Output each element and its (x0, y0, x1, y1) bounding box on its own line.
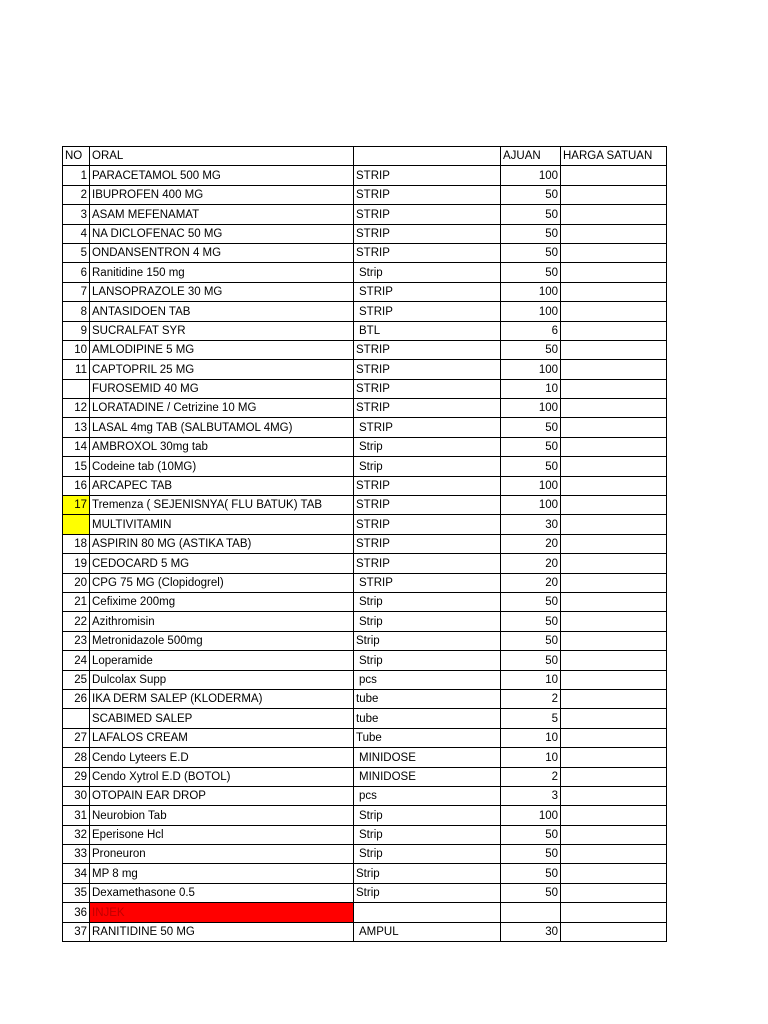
quantity-cell[interactable]: 20 (501, 554, 561, 573)
row-number-cell[interactable]: 24 (63, 651, 90, 670)
unit-cell[interactable]: STRIP (354, 224, 501, 243)
item-name-cell[interactable]: ANTASIDOEN TAB (90, 302, 354, 321)
quantity-cell[interactable]: 10 (501, 379, 561, 398)
table-row (63, 476, 667, 495)
item-name-cell[interactable]: Neurobion Tab (90, 806, 354, 825)
quantity-cell[interactable]: 30 (501, 515, 561, 534)
unit-cell[interactable]: Strip (354, 631, 501, 650)
unit-cell[interactable]: pcs (354, 786, 501, 805)
unit-cell[interactable]: STRIP (354, 476, 501, 495)
row-number-cell[interactable]: 7 (63, 282, 90, 301)
table-row (63, 224, 667, 243)
unit-price-cell[interactable] (561, 437, 667, 456)
item-name-cell[interactable]: Dulcolax Supp (90, 670, 354, 689)
table-row (63, 554, 667, 573)
quantity-cell[interactable]: 50 (501, 825, 561, 844)
table-row (63, 689, 667, 708)
unit-cell[interactable]: BTL (354, 321, 501, 340)
unit-cell[interactable]: STRIP (354, 282, 501, 301)
item-name-cell[interactable]: Eperisone Hcl (90, 825, 354, 844)
table-row (63, 243, 667, 262)
quantity-cell[interactable]: 5 (501, 709, 561, 728)
unit-cell[interactable]: STRIP (354, 534, 501, 553)
medication-request-table (62, 146, 667, 942)
table-row (63, 185, 667, 204)
quantity-cell[interactable]: 2 (501, 767, 561, 786)
quantity-cell[interactable]: 6 (501, 321, 561, 340)
item-name-cell[interactable]: LANSOPRAZOLE 30 MG (90, 282, 354, 301)
row-number-cell[interactable]: 31 (63, 806, 90, 825)
table-row (63, 573, 667, 592)
unit-price-cell[interactable] (561, 379, 667, 398)
row-number-cell[interactable]: 16 (63, 476, 90, 495)
unit-price-cell[interactable] (561, 806, 667, 825)
quantity-cell[interactable]: 20 (501, 573, 561, 592)
quantity-cell[interactable]: 50 (501, 185, 561, 204)
table-row (63, 496, 667, 515)
unit-cell[interactable]: MINIDOSE (354, 748, 501, 767)
item-name-cell[interactable]: ARCAPEC TAB (90, 476, 354, 495)
unit-cell[interactable]: AMPUL (354, 922, 501, 941)
item-name-cell[interactable]: IKA DERM SALEP (KLODERMA) (90, 689, 354, 708)
unit-price-cell[interactable] (561, 651, 667, 670)
unit-price-cell[interactable] (561, 689, 667, 708)
quantity-cell[interactable]: 50 (501, 243, 561, 262)
unit-cell[interactable]: Strip (354, 263, 501, 282)
table-row (63, 922, 667, 941)
item-name-cell[interactable]: OTOPAIN EAR DROP (90, 786, 354, 805)
unit-price-cell[interactable] (561, 185, 667, 204)
table-row (63, 340, 667, 359)
unit-price-cell[interactable] (561, 883, 667, 902)
unit-price-cell[interactable] (561, 786, 667, 805)
unit-price-cell[interactable] (561, 767, 667, 786)
quantity-cell[interactable]: 100 (501, 302, 561, 321)
table-row (63, 864, 667, 883)
unit-cell[interactable]: MINIDOSE (354, 767, 501, 786)
item-name-cell[interactable]: IBUPROFEN 400 MG (90, 185, 354, 204)
item-name-cell[interactable]: Cendo Xytrol E.D (BOTOL) (90, 767, 354, 786)
row-number-cell[interactable]: 29 (63, 767, 90, 786)
unit-price-cell[interactable] (561, 399, 667, 418)
item-name-cell[interactable]: LAFALOS CREAM (90, 728, 354, 747)
quantity-cell[interactable]: 50 (501, 418, 561, 437)
row-number-cell[interactable]: 10 (63, 340, 90, 359)
item-name-cell[interactable]: RANITIDINE 50 MG (90, 922, 354, 941)
quantity-cell[interactable]: 10 (501, 748, 561, 767)
table-row (63, 903, 667, 922)
table-row (63, 767, 667, 786)
item-name-cell[interactable]: AMBROXOL 30mg tab (90, 437, 354, 456)
row-number-cell[interactable] (63, 515, 90, 534)
item-name-cell[interactable]: CPG 75 MG (Clopidogrel) (90, 573, 354, 592)
item-name-cell[interactable]: PARACETAMOL 500 MG (90, 166, 354, 185)
item-name-cell[interactable]: Dexamethasone 0.5 (90, 883, 354, 902)
row-number-cell[interactable]: 21 (63, 592, 90, 611)
row-number-cell[interactable]: 33 (63, 845, 90, 864)
item-name-cell[interactable]: AMLODIPINE 5 MG (90, 340, 354, 359)
unit-price-cell[interactable] (561, 243, 667, 262)
quantity-cell[interactable]: 30 (501, 922, 561, 941)
row-number-cell[interactable]: 25 (63, 670, 90, 689)
quantity-cell[interactable]: 100 (501, 166, 561, 185)
table-row (63, 651, 667, 670)
unit-cell[interactable]: STRIP (354, 515, 501, 534)
table-row (63, 263, 667, 282)
header-harga-satuan-cell[interactable]: HARGA SATUAN (561, 147, 667, 166)
row-number-cell[interactable]: 23 (63, 631, 90, 650)
header-row (63, 147, 667, 166)
item-name-cell[interactable]: INJEK (90, 903, 354, 922)
row-number-cell[interactable]: 2 (63, 185, 90, 204)
quantity-cell[interactable]: 10 (501, 670, 561, 689)
quantity-cell[interactable]: 50 (501, 631, 561, 650)
item-name-cell[interactable]: Proneuron (90, 845, 354, 864)
unit-price-cell[interactable] (561, 864, 667, 883)
unit-price-cell[interactable] (561, 476, 667, 495)
item-name-cell[interactable]: Metronidazole 500mg (90, 631, 354, 650)
row-number-cell[interactable]: 28 (63, 748, 90, 767)
unit-cell[interactable]: Strip (354, 883, 501, 902)
item-name-cell[interactable]: ASPIRIN 80 MG (ASTIKA TAB) (90, 534, 354, 553)
table-row (63, 825, 667, 844)
item-name-cell[interactable]: Tremenza ( SEJENISNYA( FLU BATUK) TAB (90, 496, 354, 515)
row-number-cell[interactable] (63, 379, 90, 398)
item-name-cell[interactable]: CEDOCARD 5 MG (90, 554, 354, 573)
unit-cell[interactable]: STRIP (354, 496, 501, 515)
row-number-cell[interactable]: 8 (63, 302, 90, 321)
unit-price-cell[interactable] (561, 573, 667, 592)
row-number-cell[interactable]: 19 (63, 554, 90, 573)
item-name-cell[interactable]: Loperamide (90, 651, 354, 670)
table-row (63, 205, 667, 224)
header-unit-cell[interactable] (354, 147, 501, 166)
quantity-cell[interactable]: 100 (501, 399, 561, 418)
unit-price-cell[interactable] (561, 845, 667, 864)
table-row (63, 845, 667, 864)
table-row (63, 670, 667, 689)
table-row (63, 515, 667, 534)
row-number-cell[interactable]: 27 (63, 728, 90, 747)
unit-cell[interactable]: Strip (354, 651, 501, 670)
table-row (63, 612, 667, 631)
row-number-cell[interactable]: 14 (63, 437, 90, 456)
unit-cell[interactable]: STRIP (354, 205, 501, 224)
quantity-cell[interactable]: 100 (501, 476, 561, 495)
table-row (63, 631, 667, 650)
unit-price-cell[interactable] (561, 728, 667, 747)
table-row (63, 457, 667, 476)
unit-price-cell[interactable] (561, 592, 667, 611)
row-number-cell[interactable]: 9 (63, 321, 90, 340)
row-number-cell[interactable]: 36 (63, 903, 90, 922)
unit-cell[interactable]: Strip (354, 825, 501, 844)
unit-price-cell[interactable] (561, 612, 667, 631)
header-no-cell[interactable]: NO (63, 147, 90, 166)
unit-cell[interactable]: tube (354, 689, 501, 708)
table-row (63, 883, 667, 902)
quantity-cell[interactable]: 100 (501, 496, 561, 515)
quantity-cell[interactable]: 50 (501, 263, 561, 282)
table-row (63, 360, 667, 379)
unit-cell[interactable]: Strip (354, 864, 501, 883)
row-number-cell[interactable]: 4 (63, 224, 90, 243)
table-row (63, 321, 667, 340)
row-number-cell[interactable]: 13 (63, 418, 90, 437)
unit-price-cell[interactable] (561, 554, 667, 573)
quantity-cell[interactable]: 50 (501, 457, 561, 476)
unit-price-cell[interactable] (561, 748, 667, 767)
quantity-cell[interactable]: 100 (501, 806, 561, 825)
item-name-cell[interactable]: FUROSEMID 40 MG (90, 379, 354, 398)
item-name-cell[interactable]: NA DICLOFENAC 50 MG (90, 224, 354, 243)
quantity-cell[interactable]: 20 (501, 534, 561, 553)
item-name-cell[interactable]: Ranitidine 150 mg (90, 263, 354, 282)
quantity-cell[interactable] (501, 903, 561, 922)
row-number-cell[interactable]: 34 (63, 864, 90, 883)
unit-cell[interactable]: STRIP (354, 360, 501, 379)
row-number-cell[interactable]: 26 (63, 689, 90, 708)
row-number-cell[interactable]: 18 (63, 534, 90, 553)
quantity-cell[interactable]: 50 (501, 437, 561, 456)
unit-price-cell[interactable] (561, 224, 667, 243)
unit-cell[interactable]: STRIP (354, 379, 501, 398)
item-name-cell[interactable]: Codeine tab (10MG) (90, 457, 354, 476)
unit-cell[interactable]: Strip (354, 457, 501, 476)
unit-price-cell[interactable] (561, 922, 667, 941)
row-number-cell[interactable]: 11 (63, 360, 90, 379)
item-name-cell[interactable]: Azithromisin (90, 612, 354, 631)
item-name-cell[interactable]: CAPTOPRIL 25 MG (90, 360, 354, 379)
unit-cell[interactable]: tube (354, 709, 501, 728)
quantity-cell[interactable]: 10 (501, 728, 561, 747)
row-number-cell[interactable]: 3 (63, 205, 90, 224)
item-name-cell[interactable]: ONDANSENTRON 4 MG (90, 243, 354, 262)
row-number-cell[interactable]: 30 (63, 786, 90, 805)
unit-price-cell[interactable] (561, 670, 667, 689)
unit-price-cell[interactable] (561, 903, 667, 922)
row-number-cell[interactable]: 22 (63, 612, 90, 631)
quantity-cell[interactable]: 2 (501, 689, 561, 708)
quantity-cell[interactable]: 100 (501, 282, 561, 301)
unit-cell[interactable]: Strip (354, 612, 501, 631)
item-name-cell[interactable]: MP 8 mg (90, 864, 354, 883)
unit-price-cell[interactable] (561, 515, 667, 534)
quantity-cell[interactable]: 50 (501, 883, 561, 902)
item-name-cell[interactable]: LORATADINE / Cetrizine 10 MG (90, 399, 354, 418)
row-number-cell[interactable] (63, 709, 90, 728)
unit-price-cell[interactable] (561, 709, 667, 728)
row-number-cell[interactable]: 32 (63, 825, 90, 844)
quantity-cell[interactable]: 50 (501, 864, 561, 883)
unit-price-cell[interactable] (561, 263, 667, 282)
table-row (63, 786, 667, 805)
item-name-cell[interactable]: MULTIVITAMIN (90, 515, 354, 534)
row-number-cell[interactable]: 5 (63, 243, 90, 262)
row-number-cell[interactable]: 6 (63, 263, 90, 282)
table-body (63, 147, 667, 942)
table-row (63, 592, 667, 611)
item-name-cell[interactable]: Cefixime 200mg (90, 592, 354, 611)
item-name-cell[interactable]: SUCRALFAT SYR (90, 321, 354, 340)
quantity-cell[interactable]: 50 (501, 592, 561, 611)
quantity-cell[interactable]: 50 (501, 845, 561, 864)
table-row (63, 282, 667, 301)
unit-price-cell[interactable] (561, 825, 667, 844)
unit-price-cell[interactable] (561, 360, 667, 379)
unit-price-cell[interactable] (561, 321, 667, 340)
unit-price-cell[interactable] (561, 534, 667, 553)
table-row (63, 728, 667, 747)
unit-price-cell[interactable] (561, 205, 667, 224)
quantity-cell[interactable]: 100 (501, 360, 561, 379)
quantity-cell[interactable]: 50 (501, 651, 561, 670)
table-row (63, 437, 667, 456)
unit-cell[interactable]: Tube (354, 728, 501, 747)
row-number-cell[interactable]: 12 (63, 399, 90, 418)
unit-cell[interactable]: STRIP (354, 243, 501, 262)
unit-cell[interactable] (354, 903, 501, 922)
unit-price-cell[interactable] (561, 282, 667, 301)
table-row (63, 806, 667, 825)
unit-cell[interactable]: STRIP (354, 185, 501, 204)
table-row (63, 534, 667, 553)
table-row (63, 709, 667, 728)
header-ajuan-cell[interactable]: AJUAN (501, 147, 561, 166)
unit-price-cell[interactable] (561, 302, 667, 321)
row-number-cell[interactable]: 15 (63, 457, 90, 476)
unit-price-cell[interactable] (561, 166, 667, 185)
item-name-cell[interactable]: SCABIMED SALEP (90, 709, 354, 728)
quantity-cell[interactable]: 3 (501, 786, 561, 805)
unit-cell[interactable]: STRIP (354, 302, 501, 321)
unit-cell[interactable]: STRIP (354, 166, 501, 185)
table-row (63, 379, 667, 398)
row-number-cell[interactable]: 20 (63, 573, 90, 592)
unit-cell[interactable]: Strip (354, 437, 501, 456)
row-number-cell[interactable]: 17 (63, 496, 90, 515)
unit-cell[interactable]: Strip (354, 592, 501, 611)
quantity-cell[interactable]: 50 (501, 224, 561, 243)
unit-price-cell[interactable] (561, 457, 667, 476)
unit-price-cell[interactable] (561, 496, 667, 515)
table-row (63, 418, 667, 437)
unit-price-cell[interactable] (561, 631, 667, 650)
unit-cell[interactable]: STRIP (354, 554, 501, 573)
row-number-cell[interactable]: 37 (63, 922, 90, 941)
unit-cell[interactable]: STRIP (354, 340, 501, 359)
row-number-cell[interactable]: 1 (63, 166, 90, 185)
table-row (63, 166, 667, 185)
item-name-cell[interactable]: Cendo Lyteers E.D (90, 748, 354, 767)
item-name-cell[interactable]: LASAL 4mg TAB (SALBUTAMOL 4MG) (90, 418, 354, 437)
unit-cell[interactable]: STRIP (354, 399, 501, 418)
unit-cell[interactable]: Strip (354, 806, 501, 825)
unit-price-cell[interactable] (561, 418, 667, 437)
table-row (63, 302, 667, 321)
quantity-cell[interactable]: 50 (501, 340, 561, 359)
unit-cell[interactable]: STRIP (354, 418, 501, 437)
header-oral-cell[interactable]: ORAL (90, 147, 354, 166)
row-number-cell[interactable]: 35 (63, 883, 90, 902)
table-row (63, 399, 667, 418)
table-row (63, 748, 667, 767)
unit-cell[interactable]: pcs (354, 670, 501, 689)
quantity-cell[interactable]: 50 (501, 205, 561, 224)
unit-price-cell[interactable] (561, 340, 667, 359)
unit-cell[interactable]: STRIP (354, 573, 501, 592)
unit-cell[interactable]: Strip (354, 845, 501, 864)
item-name-cell[interactable]: ASAM MEFENAMAT (90, 205, 354, 224)
quantity-cell[interactable]: 50 (501, 612, 561, 631)
